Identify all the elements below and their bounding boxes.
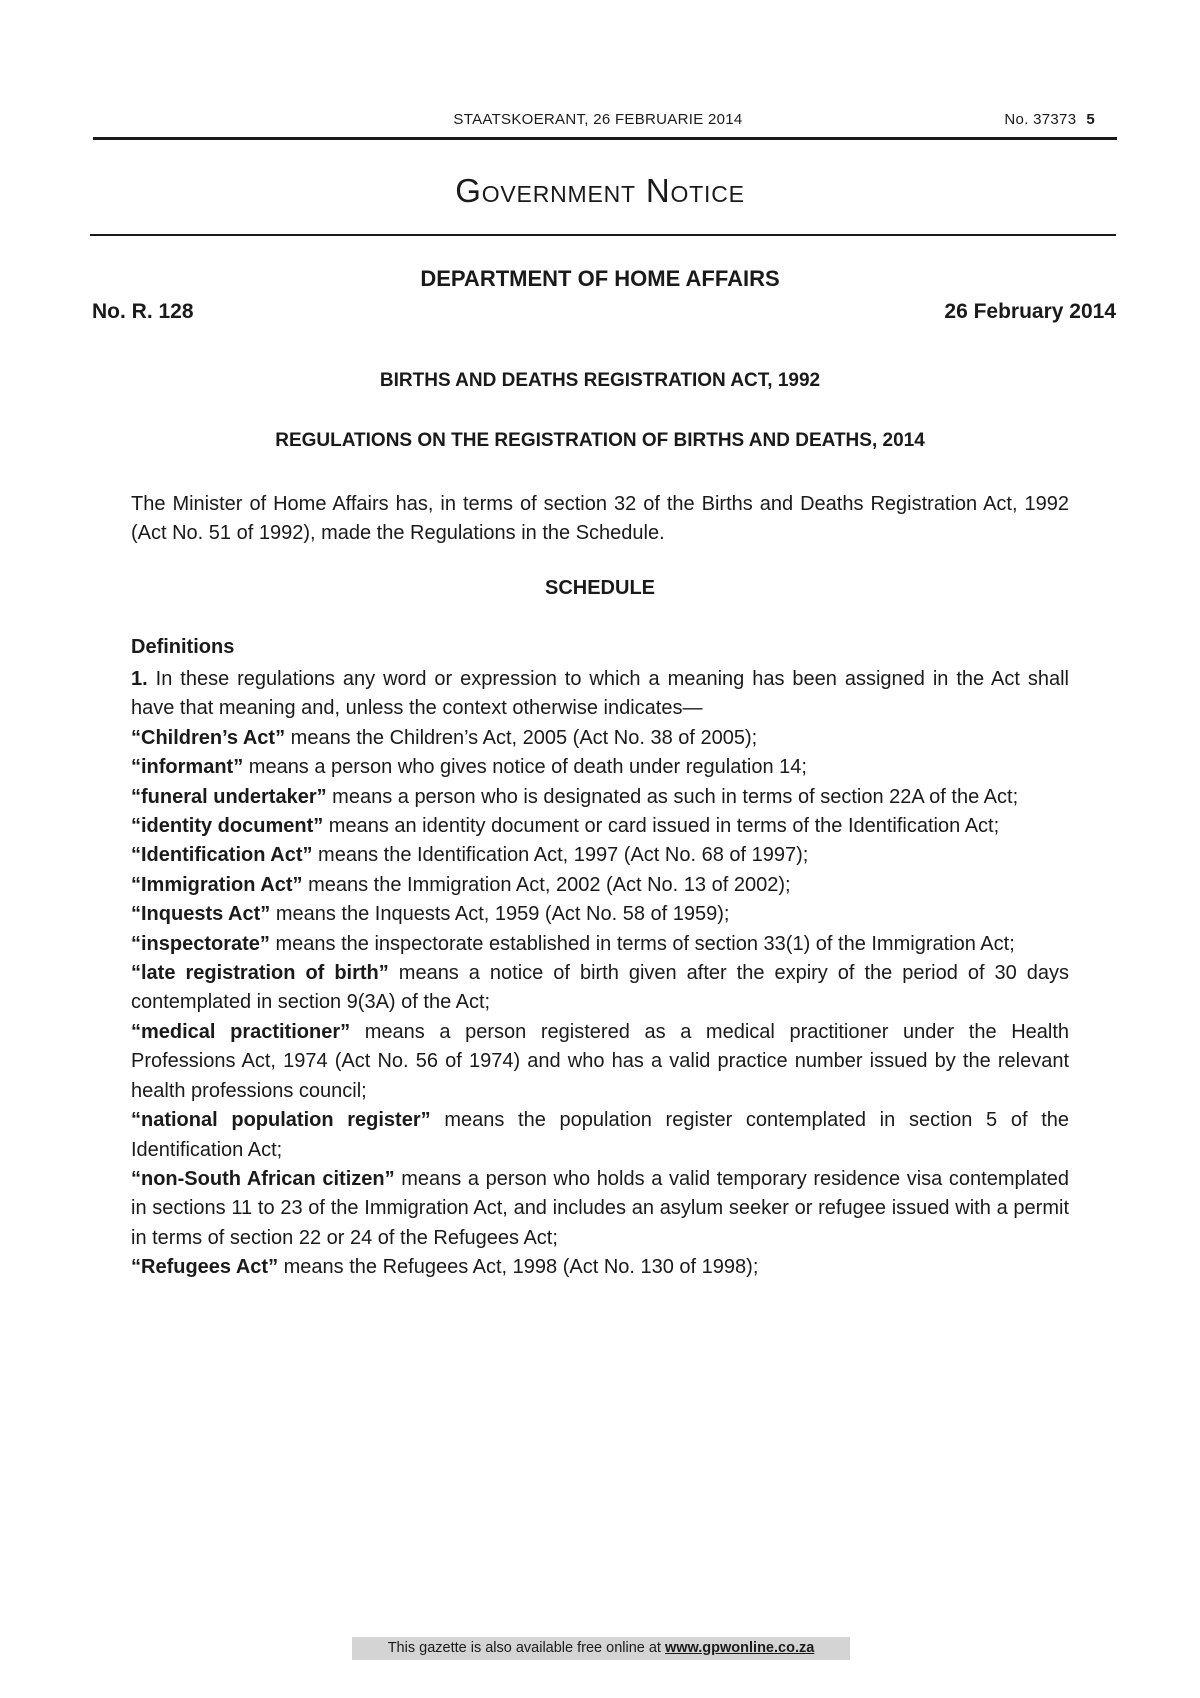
definition-term: “Immigration Act” bbox=[131, 873, 303, 896]
definition-term: “Identification Act” bbox=[131, 844, 313, 867]
definition-item bbox=[131, 753, 1069, 782]
footer-text: This gazette is also available free online at bbox=[387, 1640, 661, 1656]
regulations-title: REGULATIONS ON THE REGISTRATION OF BIRTHS AND DEATHS, 2014 bbox=[275, 430, 925, 451]
footer-link[interactable]: www.gpwonline.co.za bbox=[664, 1640, 815, 1656]
definition-meaning: means the Immigration Act, 2002 (Act No. 13 of 2002); bbox=[308, 873, 791, 896]
definition-item bbox=[131, 1018, 1069, 1106]
definition-term: “Children’s Act” bbox=[131, 726, 286, 749]
definition-term: “identity document” bbox=[131, 815, 324, 838]
definition-term: “Inquests Act” bbox=[131, 903, 271, 926]
gazette-number-and-page bbox=[1004, 111, 1095, 128]
definitions-intro bbox=[131, 665, 1069, 724]
definition-meaning: means a person registered as a medical practitioner under the Health Professions Act, 1974 (Act No. 56 of 1974) and who has a valid practice number issued by the relevant health professions council; bbox=[131, 1020, 1070, 1102]
definition-meaning: means a person who holds a valid temporary residence visa contemplated in sections 11 to 23 of the Immigration Act, and includes an asylum seeker or refugee issued with a permit in terms of section 22 or 24 of the Refugees Act; bbox=[131, 1167, 1069, 1249]
definition-meaning: means a person who is designated as such in terms of section 22A of the Act; bbox=[332, 785, 1019, 808]
department-heading: DEPARTMENT OF HOME AFFAIRS bbox=[420, 266, 780, 291]
definition-meaning: means the population register contemplated in section 5 of the Identification Act; bbox=[131, 1109, 1069, 1161]
definition-term: “informant” bbox=[131, 756, 244, 779]
gazette-number: No. 37373 bbox=[1004, 111, 1077, 128]
definition-term: “non-South African citizen” bbox=[131, 1167, 395, 1190]
definitions-heading: Definitions bbox=[131, 636, 235, 658]
definition-item bbox=[131, 930, 1069, 959]
notice-number: No. R. 128 bbox=[92, 300, 194, 323]
definition-term: “late registration of birth” bbox=[131, 962, 389, 985]
schedule-heading: SCHEDULE bbox=[544, 577, 655, 599]
header-rule bbox=[93, 137, 1117, 140]
definition-meaning: means the inspectorate established in terms of section 33(1) of the Immigration Act; bbox=[275, 932, 1015, 955]
intro-paragraph: The Minister of Home Affairs has, in terms of section 32 of the Births and Deaths Registration Act, 1992 (Act No. 51 of 1992), made the Regulations in the Schedule. bbox=[131, 493, 1069, 545]
definition-item bbox=[131, 959, 1069, 1018]
notice-date: 26 February 2014 bbox=[944, 300, 1116, 323]
definition-term: “medical practitioner” bbox=[131, 1020, 351, 1043]
definition-term: “national population register” bbox=[131, 1109, 431, 1132]
title-rule bbox=[90, 234, 1116, 236]
definition-item bbox=[131, 724, 1069, 753]
definition-item bbox=[131, 1165, 1069, 1253]
definition-item bbox=[131, 783, 1069, 812]
definitions-intro-text: In these regulations any word or expression to which a meaning has been assigned in the Act shall have that meaning and, unless the context otherwise indicates— bbox=[131, 668, 1069, 720]
page-number: 5 bbox=[1086, 111, 1095, 128]
definition-meaning: means the Identification Act, 1997 (Act No. 68 of 1997); bbox=[318, 844, 809, 867]
definition-term: “Refugees Act” bbox=[131, 1256, 279, 1279]
footer-banner bbox=[352, 1637, 850, 1660]
gazette-name: STAATSKOERANT, 26 FEBRUARIE 2014 bbox=[453, 111, 743, 128]
section-number: 1. bbox=[131, 668, 148, 690]
definitions-list bbox=[131, 665, 1069, 1283]
definition-meaning: means a person who gives notice of death under regulation 14; bbox=[248, 756, 807, 779]
definition-item bbox=[131, 1106, 1069, 1165]
definition-meaning: means a notice of birth given after the expiry of the period of 30 days contemplated in section 9(3A) of the Act; bbox=[131, 962, 1070, 1014]
act-title: BIRTHS AND DEATHS REGISTRATION ACT, 1992 bbox=[379, 370, 821, 391]
running-header bbox=[93, 108, 1103, 134]
definition-term: “inspectorate” bbox=[131, 932, 270, 955]
definition-item bbox=[131, 1253, 1069, 1282]
definition-meaning: means the Inquests Act, 1959 (Act No. 58 of 1959); bbox=[275, 903, 730, 926]
definition-item bbox=[131, 900, 1069, 929]
definition-item bbox=[131, 871, 1069, 900]
definition-meaning: means an identity document or card issued in terms of the Identification Act; bbox=[328, 815, 1000, 838]
definition-meaning: means the Children’s Act, 2005 (Act No. 38 of 2005); bbox=[290, 726, 758, 749]
definition-item bbox=[131, 812, 1069, 841]
notice-type-title: Government Notice bbox=[455, 172, 745, 209]
definition-item bbox=[131, 841, 1069, 870]
definition-term: “funeral undertaker” bbox=[131, 785, 327, 808]
definition-meaning: means the Refugees Act, 1998 (Act No. 130 of 1998); bbox=[283, 1256, 759, 1279]
